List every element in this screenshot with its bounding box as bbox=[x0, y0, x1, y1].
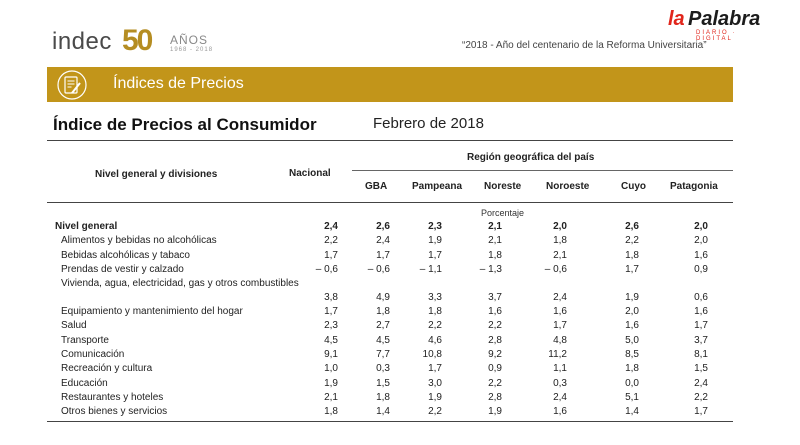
table-cell: 2,4 bbox=[553, 391, 567, 403]
table-cell: 1,8 bbox=[376, 391, 390, 403]
table-cell: 3,8 bbox=[324, 292, 338, 304]
row-label: Equipamiento y mantenimiento del hogar bbox=[61, 306, 243, 318]
header-nacional: Nacional bbox=[289, 168, 331, 179]
unit-label: Porcentaje bbox=[481, 208, 525, 218]
row-label: Transporte bbox=[61, 334, 109, 346]
table-cell: 1,9 bbox=[488, 406, 502, 418]
table-cell: 2,2 bbox=[488, 320, 502, 332]
table-cell: 4,5 bbox=[324, 334, 338, 346]
table-cell: 9,1 bbox=[324, 349, 338, 361]
table-cell: 1,8 bbox=[488, 249, 502, 261]
row-label: Recreación y cultura bbox=[61, 363, 153, 375]
table-cell: 1,7 bbox=[694, 406, 708, 418]
table-cell: 1,7 bbox=[553, 320, 567, 332]
table-row bbox=[47, 348, 733, 362]
table-row bbox=[47, 377, 733, 391]
section-banner bbox=[47, 67, 733, 102]
table-cell: 1,5 bbox=[376, 377, 390, 389]
table-cell: 3,3 bbox=[428, 292, 442, 304]
row-label: Educación bbox=[61, 377, 108, 389]
header-cuyo: Cuyo bbox=[621, 181, 646, 192]
table-bottom-rule bbox=[47, 421, 733, 422]
table-cell: 1,7 bbox=[324, 249, 338, 261]
table-cell: 1,8 bbox=[376, 306, 390, 318]
table-cell: 10,8 bbox=[422, 349, 442, 361]
table-cell: 1,7 bbox=[694, 320, 708, 332]
row-label: Nivel general bbox=[55, 221, 118, 232]
table-cell: – 0,6 bbox=[544, 263, 567, 275]
table-cell: 1,8 bbox=[324, 406, 338, 418]
table-cell: 2,4 bbox=[324, 221, 338, 232]
table-cell: 8,5 bbox=[625, 349, 639, 361]
table-cell: 2,8 bbox=[488, 334, 502, 346]
table-cell: 11,2 bbox=[548, 349, 567, 361]
table-cell: 1,4 bbox=[376, 406, 390, 418]
header-pampeana: Pampeana bbox=[412, 181, 463, 192]
row-label: Vivienda, agua, electricidad, gas y otros combustibles bbox=[61, 278, 299, 290]
table-cell: 2,3 bbox=[428, 221, 442, 232]
table-top-rule bbox=[47, 140, 733, 141]
header-gba: GBA bbox=[365, 181, 388, 192]
table-cell: 5,0 bbox=[625, 334, 639, 346]
table-body bbox=[47, 220, 733, 420]
header-noreste: Noreste bbox=[484, 181, 522, 192]
table-cell: – 1,1 bbox=[419, 263, 442, 275]
indec-years-label: 1968 - 2018 bbox=[170, 47, 214, 53]
row-label: Bebidas alcohólicas y tabaco bbox=[61, 249, 190, 261]
table-cell: 3,0 bbox=[428, 377, 442, 389]
table-cell: 2,2 bbox=[428, 320, 442, 332]
table-cell: – 0,6 bbox=[315, 263, 338, 275]
table-cell: 1,7 bbox=[324, 306, 338, 318]
clipboard-pencil-icon bbox=[57, 70, 87, 100]
table-cell: 1,7 bbox=[625, 263, 639, 275]
table-cell: 2,2 bbox=[324, 235, 338, 247]
header-patagonia: Patagonia bbox=[670, 181, 718, 192]
table-cell: 1,7 bbox=[376, 249, 390, 261]
watermark-sub: DIARIO · DIGITAL bbox=[696, 30, 737, 42]
watermark-logo bbox=[666, 8, 770, 40]
header-region: Región geográfica del país bbox=[467, 152, 595, 163]
table-cell: 2,1 bbox=[324, 391, 338, 403]
table-cell: 1,6 bbox=[488, 306, 502, 318]
table-cell: 2,0 bbox=[553, 221, 567, 232]
table-cell: 1,7 bbox=[428, 363, 442, 375]
document-subtitle: Febrero de 2018 bbox=[373, 115, 484, 132]
table-cell: 1,6 bbox=[694, 306, 708, 318]
row-label: Salud bbox=[61, 320, 87, 332]
table-cell: 2,1 bbox=[488, 235, 502, 247]
table-cell: 2,0 bbox=[694, 221, 708, 232]
table-cell: 2,8 bbox=[488, 391, 502, 403]
table-cell: 1,6 bbox=[625, 320, 639, 332]
table-cell: 1,6 bbox=[694, 249, 708, 261]
table-cell: 2,6 bbox=[625, 221, 639, 232]
indec-50-logo: 50 bbox=[122, 24, 152, 57]
row-label: Restaurantes y hoteles bbox=[61, 391, 164, 403]
table-cell: 0,9 bbox=[488, 363, 502, 375]
table-cell: 1,1 bbox=[553, 363, 567, 375]
table-cell: – 0,6 bbox=[367, 263, 390, 275]
table-row bbox=[47, 249, 733, 263]
table-cell: 9,2 bbox=[488, 349, 502, 361]
region-rule bbox=[352, 170, 733, 171]
table-cell: – 1,3 bbox=[479, 263, 502, 275]
table-cell: 1,0 bbox=[324, 363, 338, 375]
table-cell: 5,1 bbox=[625, 391, 639, 403]
table-cell: 1,7 bbox=[428, 249, 442, 261]
table-row bbox=[47, 334, 733, 348]
table-cell: 3,7 bbox=[694, 334, 708, 346]
table-cell: 2,1 bbox=[488, 221, 502, 232]
table-cell: 1,8 bbox=[428, 306, 442, 318]
table-cell: 0,3 bbox=[376, 363, 390, 375]
table-cell: 4,6 bbox=[428, 334, 442, 346]
table-header-rule bbox=[47, 202, 733, 203]
table-cell: 4,8 bbox=[553, 334, 567, 346]
table-cell: 8,1 bbox=[694, 349, 708, 361]
table-row bbox=[47, 362, 733, 376]
watermark-palabra: Palabra bbox=[688, 8, 761, 30]
table-cell: 0,3 bbox=[553, 377, 567, 389]
table-row bbox=[47, 277, 733, 305]
table-cell: 0,0 bbox=[625, 377, 639, 389]
table-row bbox=[47, 234, 733, 248]
table-cell: 1,8 bbox=[625, 363, 639, 375]
table-cell: 2,4 bbox=[376, 235, 390, 247]
table-cell: 1,9 bbox=[428, 235, 442, 247]
row-label: Otros bienes y servicios bbox=[61, 406, 168, 418]
table-cell: 1,4 bbox=[625, 406, 639, 418]
header-motto: “2018 - Año del centenario de la Reforma Universitaria” bbox=[462, 40, 707, 51]
banner-title: Índices de Precios bbox=[113, 75, 244, 92]
indec-anos-label: AÑOS bbox=[170, 33, 209, 47]
table-cell: 2,2 bbox=[428, 406, 442, 418]
table-cell: 1,5 bbox=[694, 363, 708, 375]
table-cell: 2,3 bbox=[324, 320, 338, 332]
page-header bbox=[0, 0, 800, 66]
table-row bbox=[47, 220, 733, 234]
row-label: Alimentos y bebidas no alcohólicas bbox=[61, 235, 217, 247]
table-cell: 2,4 bbox=[553, 292, 567, 304]
table-cell: 1,8 bbox=[625, 249, 639, 261]
table-cell: 2,6 bbox=[376, 221, 390, 232]
row-label: Comunicación bbox=[61, 349, 125, 361]
table-cell: 4,5 bbox=[376, 334, 390, 346]
table-cell: 3,7 bbox=[488, 292, 502, 304]
price-index-table bbox=[47, 140, 733, 422]
table-row bbox=[47, 319, 733, 333]
table-cell: 7,7 bbox=[376, 349, 390, 361]
header-noroeste: Noroeste bbox=[546, 181, 590, 192]
table-cell: 2,2 bbox=[694, 391, 708, 403]
table-cell: 1,9 bbox=[428, 391, 442, 403]
document-title: Índice de Precios al Consumidor bbox=[53, 115, 317, 134]
row-label: Prendas de vestir y calzado bbox=[61, 263, 184, 275]
table-row bbox=[47, 263, 733, 277]
table-row bbox=[47, 405, 733, 419]
table-cell: 2,7 bbox=[376, 320, 390, 332]
table-cell: 0,9 bbox=[694, 263, 708, 275]
table-cell: 2,0 bbox=[694, 235, 708, 247]
watermark-la: la bbox=[668, 8, 685, 30]
table-cell: 0,6 bbox=[694, 292, 708, 304]
table-cell: 1,6 bbox=[553, 306, 567, 318]
indec-logo-text: indec bbox=[52, 28, 112, 55]
table-cell: 2,4 bbox=[694, 377, 708, 389]
table-cell: 2,1 bbox=[553, 249, 567, 261]
table-row bbox=[47, 305, 733, 319]
table-cell: 1,8 bbox=[553, 235, 567, 247]
table-row bbox=[47, 391, 733, 405]
table-cell: 2,2 bbox=[625, 235, 639, 247]
table-cell: 1,6 bbox=[553, 406, 567, 418]
table-cell: 2,2 bbox=[488, 377, 502, 389]
table-cell: 4,9 bbox=[376, 292, 390, 304]
table-cell: 1,9 bbox=[324, 377, 338, 389]
table-cell: 1,9 bbox=[625, 292, 639, 304]
table-cell: 2,0 bbox=[625, 306, 639, 318]
header-levels: Nivel general y divisiones bbox=[95, 169, 218, 180]
